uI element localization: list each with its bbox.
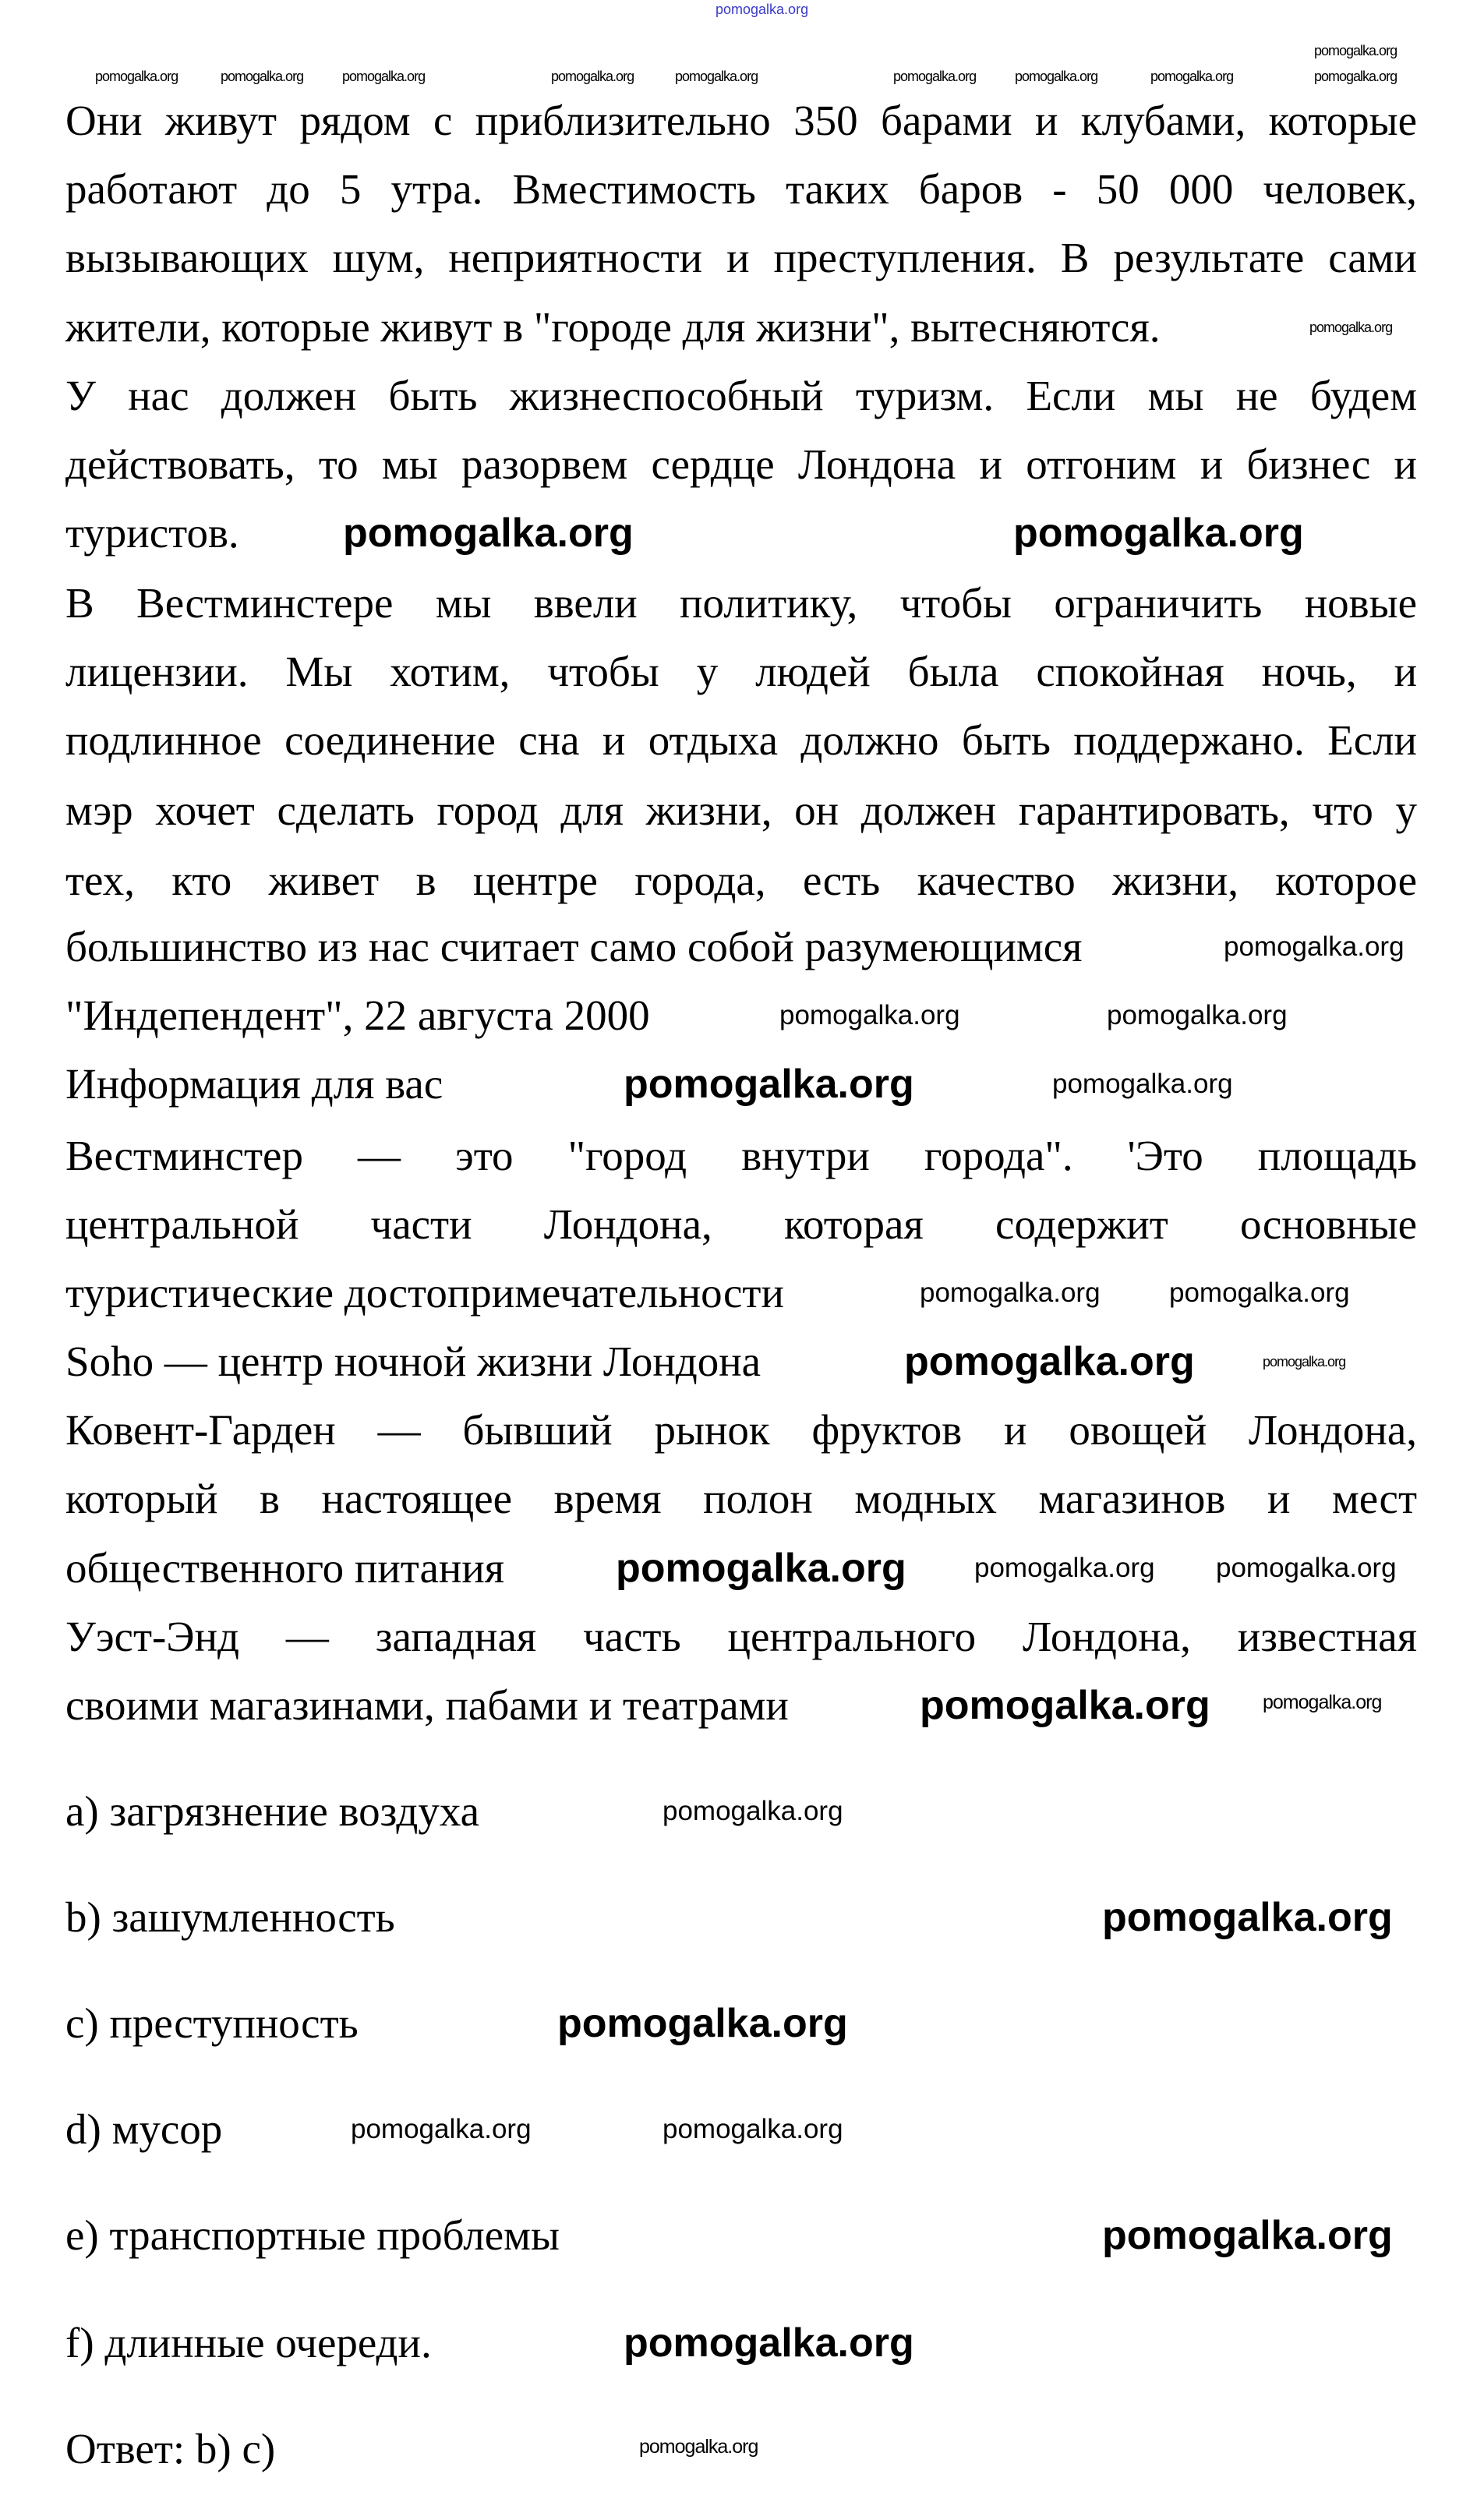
section-heading: Информация для вас [65,1060,443,1108]
text-line: жители, которые живут в "городе для жизни", вытесняются. [65,303,1161,351]
text-line: Уэст-Энд — западная часть центрального Лондона, известная [65,1613,1417,1660]
watermark: pomogalka.org [1314,43,1397,58]
option-f: f) длинные очереди. [65,2319,432,2366]
text-line: Они живут рядом с приблизительно 350 барами и клубами, которые [65,97,1417,144]
watermark: pomogalka.org [1169,1278,1350,1308]
text-line: своими магазинами, пабами и театрами [65,1681,789,1729]
watermark: pomogalka.org [1015,69,1098,84]
watermark: pomogalka.org [1102,2213,1393,2258]
watermark: pomogalka.org [1052,1069,1233,1099]
answer: Ответ: b) c) [65,2425,276,2472]
text-line: туристические достопримечательности [65,1269,784,1317]
watermark: pomogalka.org [616,1546,906,1591]
watermark: pomogalka.org [663,1796,843,1826]
text-line: У нас должен быть жизнеспособный туризм. Если мы не будем [65,372,1417,419]
option-b: b) зашумленность [65,1893,395,1941]
text-line: общественного питания [65,1544,505,1592]
watermark: pomogalka.org [624,1062,914,1107]
watermark: pomogalka.org [343,511,634,556]
text-line: В Вестминстере мы ввели политику, чтобы ограничить новые [65,579,1417,627]
watermark: pomogalka.org [1102,1895,1393,1940]
option-c: c) преступность [65,1999,359,2047]
watermark: pomogalka.org [551,69,634,84]
watermark: pomogalka.org [557,2001,848,2046]
option-e: e) транспортные проблемы [65,2211,560,2259]
source-line: "Индепендент", 22 августа 2000 [65,991,650,1039]
text-line: Ковент-Гарден — бывший рынок фруктов и овощей Лондона, [65,1406,1417,1454]
text-line: вызывающих шум, неприятности и преступления. В результате сами [65,234,1417,281]
watermark: pomogalka.org [1263,1354,1346,1370]
watermark: pomogalka.org [1216,1553,1397,1583]
text-line: Вестминстер — это "город внутри города". 'Это площадь [65,1132,1417,1179]
text-line: туристов. [65,509,239,557]
watermark: pomogalka.org [675,69,758,84]
watermark: pomogalka.org [1309,320,1393,335]
text-line: который в настоящее время полон модных магазинов и мест [65,1475,1417,1522]
text-line: подлинное соединение сна и отдыха должно быть поддержано. Если [65,716,1417,764]
watermark: pomogalka.org [893,69,977,84]
watermark: pomogalka.org [351,2114,532,2144]
watermark: pomogalka.org [1107,1000,1288,1030]
watermark: pomogalka.org [1314,69,1397,84]
option-a: a) загрязнение воздуха [65,1787,480,1835]
text-line: действовать, то мы разорвем сердце Лондона и отгоним и бизнес и [65,440,1417,488]
watermark: pomogalka.org [1013,511,1304,556]
text-line: центральной части Лондона, которая содержит основные [65,1200,1417,1248]
watermark: pomogalka.org [920,1683,1210,1728]
watermark: pomogalka.org [1150,69,1234,84]
text-line: работают до 5 утра. Вместимость таких баров - 50 000 человек, [65,165,1417,213]
watermark: pomogalka.org [920,1278,1101,1308]
watermark: pomogalka.org [1263,1691,1382,1713]
watermark: pomogalka.org [639,2436,758,2458]
watermark: pomogalka.org [95,69,178,84]
watermark: pomogalka.org [904,1339,1195,1384]
watermark: pomogalka.org [624,2320,914,2366]
watermark: pomogalka.org [663,2114,843,2144]
text-line: тех, кто живет в центре города, есть качество жизни, которое [65,857,1417,904]
option-d: d) мусор [65,2105,223,2153]
watermark: pomogalka.org [1224,931,1405,962]
text-line: лицензии. Мы хотим, чтобы у людей была спокойная ночь, и [65,648,1417,695]
watermark: pomogalka.org [716,2,809,17]
watermark: pomogalka.org [779,1000,960,1030]
watermark: pomogalka.org [221,69,304,84]
text-line: мэр хочет сделать город для жизни, он должен гарантировать, что у [65,786,1417,834]
watermark: pomogalka.org [342,69,426,84]
text-line: большинство из нас считает само собой разумеющимся [65,923,1083,970]
text-line: Soho — центр ночной жизни Лондона [65,1338,761,1385]
watermark: pomogalka.org [974,1553,1155,1583]
